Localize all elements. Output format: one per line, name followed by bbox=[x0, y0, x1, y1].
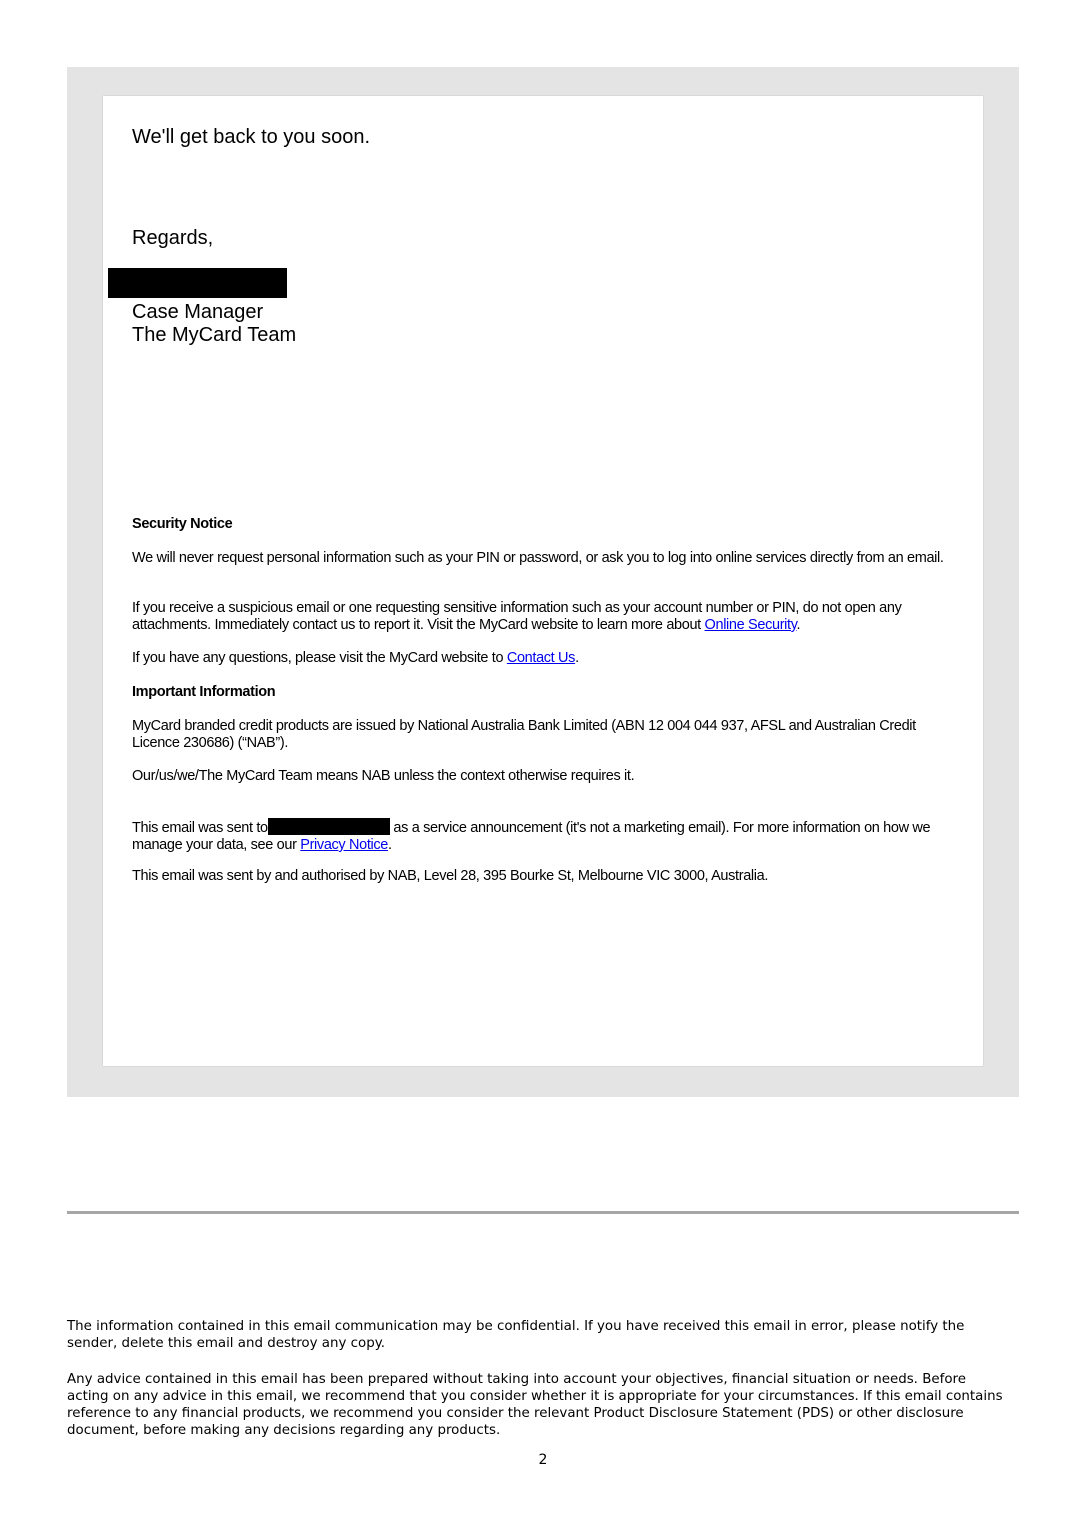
confidentiality-notice: The information contained in this email communication may be confidential. If you have received this email in error, please notify the sender, delete this email and destroy any copy. bbox=[67, 1319, 965, 1351]
email-frame bbox=[67, 67, 1019, 1097]
security-paragraph-2-text: If you receive a suspicious email or one requesting sensitive information such as your account number or PIN, do not open any attachments. Immediately contact us to report it. Visit the MyCard website to learn more about bbox=[132, 600, 902, 633]
security-paragraph-3 bbox=[132, 650, 944, 667]
important-information-heading: Important Information bbox=[132, 684, 276, 700]
closing-line: We'll get back to you soon. bbox=[132, 126, 371, 148]
redacted-name bbox=[108, 268, 287, 298]
advice-disclaimer: Any advice contained in this email has been prepared without taking into account your objectives, financial situation or needs. Before acting on any advice in this email, we recommend that you consider whether it is appropriate for your circumstances. If this email contains reference to any financial products, we recommend you consider the relevant Product Disclosure Statement (PDS) or other disclosure document, before making any decisions regarding any products. bbox=[67, 1372, 1003, 1438]
security-paragraph-3-text: If you have any questions, please visit the MyCard website to bbox=[132, 650, 507, 666]
footer-divider bbox=[67, 1211, 1019, 1214]
sent-to-text-continued: as a service announcement (it's not a marketing email). For more information on how we manage your data, see our bbox=[132, 820, 931, 853]
redacted-email bbox=[268, 818, 390, 835]
contact-us-link[interactable]: Contact Us bbox=[506, 650, 576, 666]
email-body bbox=[103, 96, 983, 1066]
important-paragraph-1: MyCard branded credit products are issued by National Australia Bank Limited (ABN 12 004 044 937, AFSL and Australian Credit Licence 230686) (“NAB”). bbox=[132, 718, 916, 751]
regards-line: Regards, bbox=[132, 227, 214, 249]
sent-to-text-end: . bbox=[388, 837, 392, 853]
page-number: 2 bbox=[538, 1452, 548, 1468]
online-security-link[interactable]: Online Security bbox=[704, 617, 797, 633]
privacy-notice-link[interactable]: Privacy Notice bbox=[300, 837, 389, 853]
security-paragraph-3-end: . bbox=[575, 650, 579, 666]
important-paragraph-2: Our/us/we/The MyCard Team means NAB unless the context otherwise requires it. bbox=[132, 768, 635, 784]
sent-by-paragraph: This email was sent by and authorised by NAB, Level 28, 395 Bourke St, Melbourne VIC 3000, Australia. bbox=[132, 868, 769, 884]
security-paragraph-2 bbox=[132, 600, 944, 634]
sent-to-text: This email was sent to bbox=[132, 820, 268, 836]
security-paragraph-1: We will never request personal information such as your PIN or password, or ask you to log into online services directly from an email. bbox=[132, 550, 944, 566]
security-notice-heading: Security Notice bbox=[132, 516, 233, 532]
sent-to-paragraph bbox=[132, 818, 944, 854]
security-paragraph-2-end: . bbox=[796, 617, 801, 633]
signature-title: Case Manager bbox=[132, 301, 264, 323]
signature-team: The MyCard Team bbox=[132, 324, 297, 346]
